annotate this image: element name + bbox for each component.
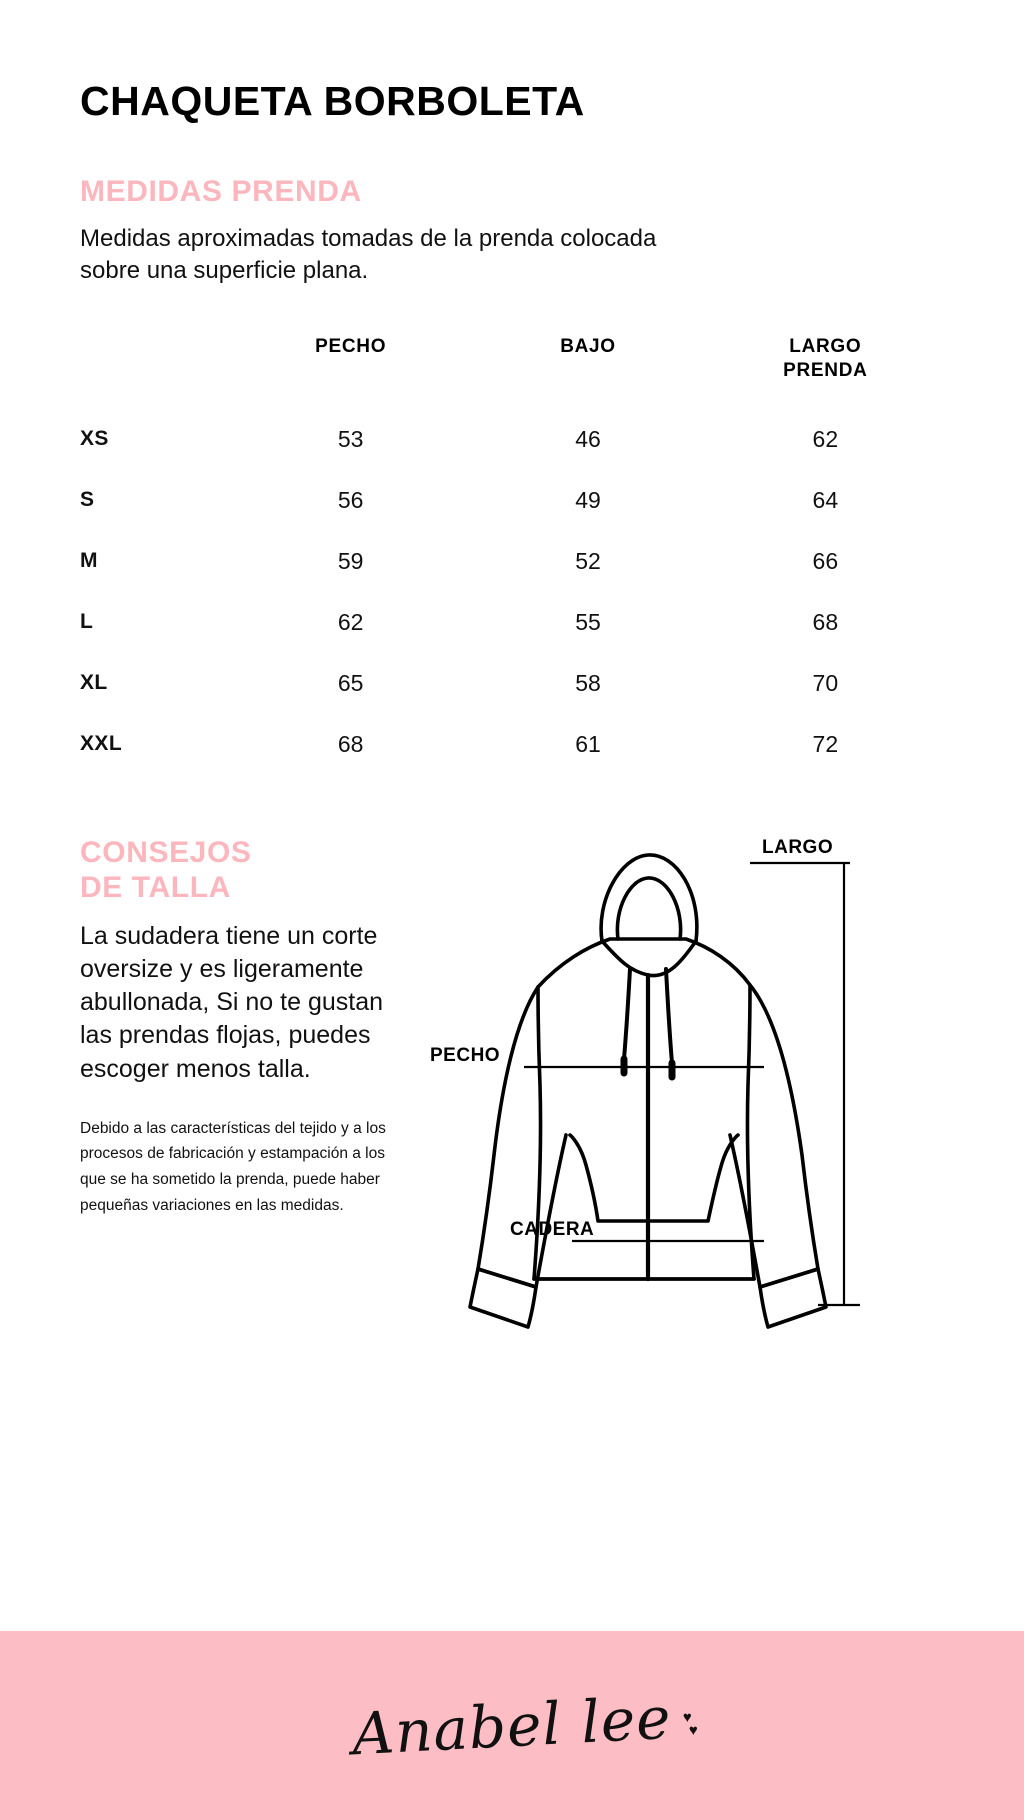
advice-heading-line1: CONSEJOS [80, 835, 252, 869]
heart-icon: ♥ ♥ [682, 1708, 698, 1739]
cell-pecho: 53 [337, 425, 364, 452]
cell-pecho: 68 [337, 730, 364, 757]
cell-pecho: 59 [337, 547, 364, 574]
garment-diagram [410, 835, 944, 1360]
table-row [80, 531, 944, 592]
table-row [80, 409, 944, 470]
cell-bajo: 58 [575, 669, 601, 696]
size-table [80, 334, 944, 775]
table-row [80, 592, 944, 653]
cell-largo: 66 [812, 547, 839, 574]
advice-text-column [80, 835, 410, 1360]
cell-largo: 68 [812, 608, 839, 635]
cell-size: XL [80, 671, 108, 695]
brand-logo [350, 1683, 698, 1768]
table-row [80, 470, 944, 531]
cell-bajo: 55 [575, 608, 601, 635]
column-header-bajo: BAJO [560, 336, 616, 358]
column-header-largo-line1: LARGO [789, 336, 862, 358]
measurements-heading: MEDIDAS PRENDA [80, 175, 362, 208]
cell-largo: 70 [812, 669, 839, 696]
diagram-label-cadera: CADERA [510, 1218, 595, 1240]
advice-section [80, 835, 944, 1360]
footer-brand-bar [0, 1631, 1024, 1820]
column-header-largo-prenda [707, 334, 944, 409]
cell-size: XS [80, 427, 109, 451]
page-title: CHAQUETA BORBOLETA [80, 78, 585, 124]
cell-size: S [80, 488, 95, 512]
cell-pecho: 56 [337, 486, 364, 513]
cell-bajo: 49 [575, 486, 601, 513]
diagram-label-largo: LARGO [762, 836, 834, 858]
cell-size: M [80, 549, 98, 573]
column-header-pecho: PECHO [315, 336, 387, 358]
cell-size: XXL [80, 732, 123, 756]
cell-largo: 62 [812, 425, 839, 452]
table-row [80, 714, 944, 775]
table-header-row [80, 334, 944, 409]
cell-largo: 64 [812, 486, 839, 513]
advice-heading [80, 835, 410, 906]
cell-bajo: 46 [575, 425, 601, 452]
diagram-label-pecho: PECHO [430, 1044, 501, 1066]
cell-bajo: 52 [575, 547, 601, 574]
cell-pecho: 65 [337, 669, 364, 696]
measurements-intro: Medidas aproximadas tomadas de la prenda colocada sobre una superficie plana. [80, 225, 657, 284]
cell-bajo: 61 [575, 730, 601, 757]
column-header-size [80, 334, 232, 409]
advice-note: Debido a las características del tejido y a los procesos de fabricación y estampación a los que se ha sometido la prenda, puede haber pequeñas variaciones en las medidas. [80, 1119, 386, 1214]
advice-body: La sudadera tiene un corte oversize y es ligeramente abullonada, Si no te gustan las prendas flojas, puedes escoger menos talla. [80, 921, 384, 1083]
advice-heading-line2: DE TALLA [80, 871, 231, 905]
table-row [80, 653, 944, 714]
column-header-largo-line2: PRENDA [783, 360, 868, 382]
brand-name: Anabel lee [350, 1683, 674, 1768]
hoodie-illustration [420, 835, 940, 1355]
cell-largo: 72 [812, 730, 839, 757]
cell-size: L [80, 610, 94, 634]
cell-pecho: 62 [337, 608, 364, 635]
